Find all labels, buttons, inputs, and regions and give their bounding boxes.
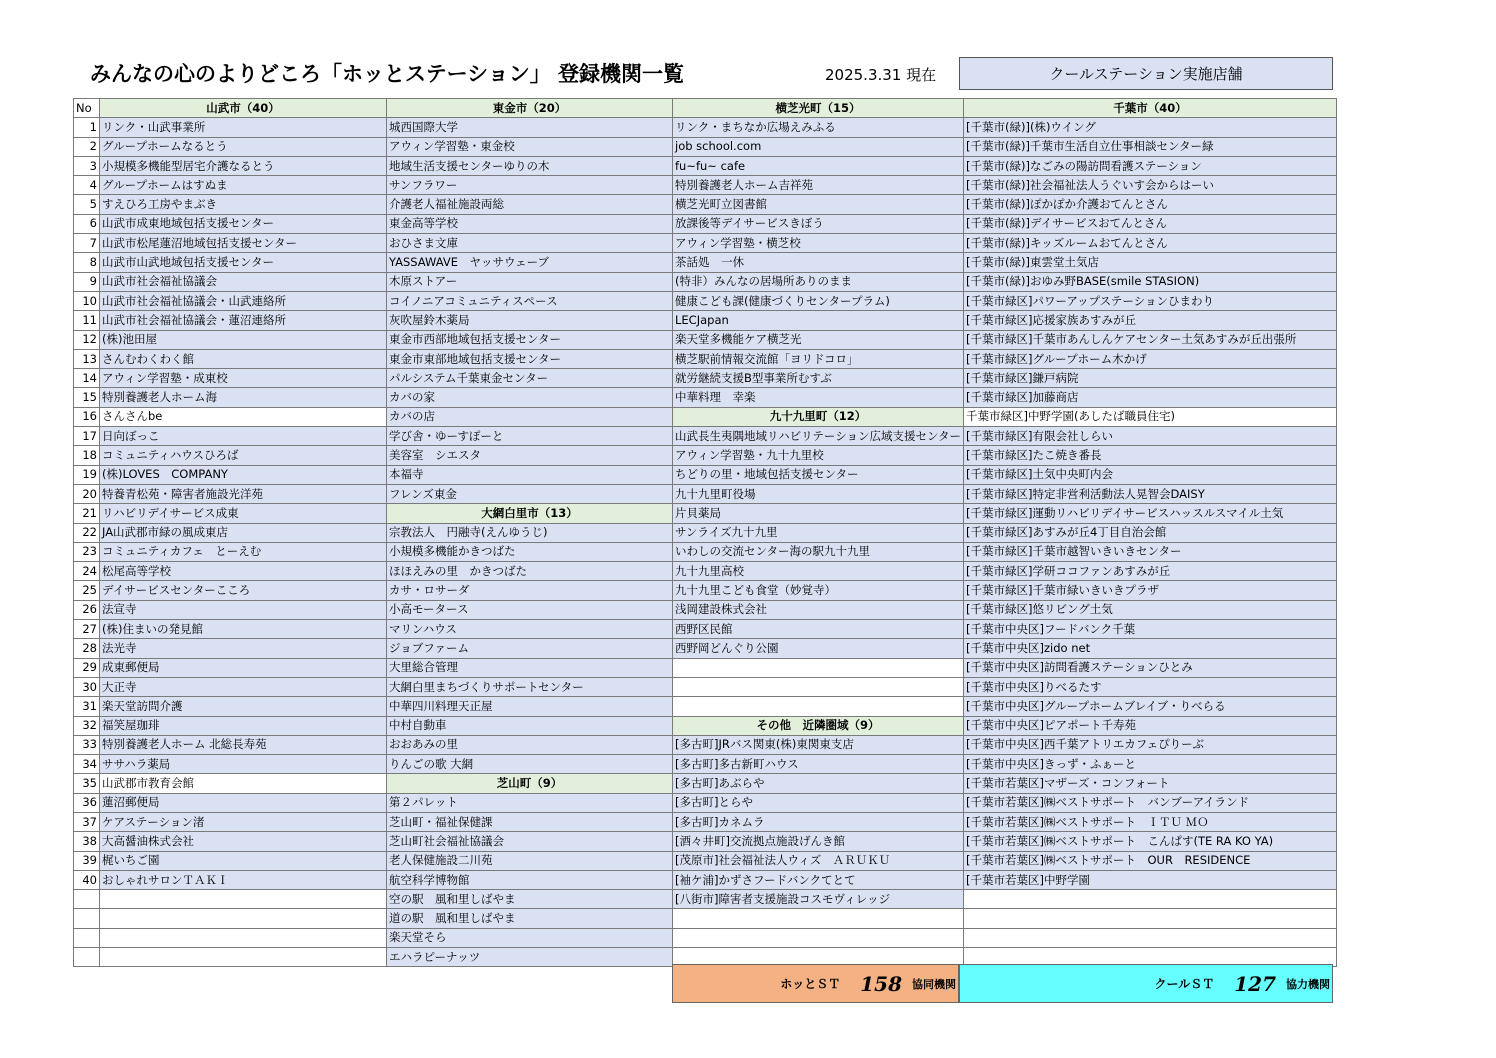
row-number: 17 — [74, 427, 100, 446]
chiba-cell: [千葉市中央区]きっず・ふぁーと — [964, 755, 1337, 774]
table-row — [74, 176, 1337, 195]
table-row — [74, 214, 1337, 233]
chiba-cell: [千葉市若葉区]㈱ベストサポート バンブーアイランド — [964, 793, 1337, 812]
togane-cell: 東金市東部地域包括支援センター — [387, 349, 673, 368]
chiba-cell: [千葉市緑区]あすみが丘4丁目自治会館 — [964, 523, 1337, 542]
togane-cell: 第２パレット — [387, 793, 673, 812]
row-number: 40 — [74, 870, 100, 889]
sanmu-cell: 蓮沼郵便局 — [100, 793, 387, 812]
yokoshiba-cell: アウィン学習塾・横芝校 — [673, 234, 964, 253]
togane-cell: 介護老人福祉施設両総 — [387, 195, 673, 214]
row-number — [74, 928, 100, 947]
table-row — [74, 581, 1337, 600]
sanmu-cell: 山武市社会福祉協議会・蓮沼連絡所 — [100, 311, 387, 330]
sanmu-cell: コミュニティハウスひろば — [100, 446, 387, 465]
sanmu-cell: 梶いちご園 — [100, 851, 387, 870]
yokoshiba-cell: fu~fu~ cafe — [673, 156, 964, 175]
row-number: 15 — [74, 388, 100, 407]
yokoshiba-cell: リンク・まちなか広場えみふる — [673, 118, 964, 137]
table-row — [74, 658, 1337, 677]
yokoshiba-cell — [673, 658, 964, 677]
togane-cell: 中華四川料理天正屋 — [387, 697, 673, 716]
yokoshiba-cell: ちどりの里・地域包括支援センター — [673, 465, 964, 484]
table-row — [74, 504, 1337, 523]
yokoshiba-cell — [673, 697, 964, 716]
yokoshiba-cell — [673, 928, 964, 947]
sanmu-cell: 特別養護老人ホーム海 — [100, 388, 387, 407]
sanmu-cell: さんむわくわく館 — [100, 349, 387, 368]
row-number — [74, 890, 100, 909]
cool-station-total — [959, 964, 1333, 1003]
sanmu-cell: グループホームはすぬま — [100, 176, 387, 195]
row-number: 19 — [74, 465, 100, 484]
chiba-cell: [千葉市緑区]たこ焼き番長 — [964, 446, 1337, 465]
yokoshiba-cell: 健康こども課(健康づくりセンタープラム) — [673, 291, 964, 310]
table-row — [74, 716, 1337, 735]
togane-cell: 本福寺 — [387, 465, 673, 484]
row-number: 22 — [74, 523, 100, 542]
sanmu-cell: 山武市山武地域包括支援センター — [100, 253, 387, 272]
sanmu-cell: JA山武郡市緑の風成東店 — [100, 523, 387, 542]
sanmu-cell: 小規模多機能型居宅介護なるとう — [100, 156, 387, 175]
table-row — [74, 407, 1337, 426]
togane-cell: フレンズ東金 — [387, 484, 673, 503]
sanmu-cell — [100, 890, 387, 909]
togane-cell: 航空科学博物館 — [387, 870, 673, 889]
chiba-cell: [千葉市(緑)]キッズルームおてんとさん — [964, 234, 1337, 253]
yokoshiba-cell: job school.com — [673, 137, 964, 156]
togane-cell: 大網白里市（13） — [387, 504, 673, 523]
yokoshiba-cell: 茶話処 一休 — [673, 253, 964, 272]
sanmu-cell: 山武市松尾蓮沼地域包括支援センター — [100, 234, 387, 253]
sanmu-cell: 山武市社会福祉協議会・山武連絡所 — [100, 291, 387, 310]
table-row — [74, 118, 1337, 137]
chiba-cell: [千葉市緑区]運動リハビリデイサービスハッスルスマイル土気 — [964, 504, 1337, 523]
togane-cell: 城西国際大学 — [387, 118, 673, 137]
table-row — [74, 465, 1337, 484]
yokoshiba-cell: 西野区民館 — [673, 620, 964, 639]
chiba-cell: [千葉市若葉区]㈱ベストサポート OUR RESIDENCE — [964, 851, 1337, 870]
chiba-cell — [964, 928, 1337, 947]
chiba-cell: [千葉市緑区]有限会社しらい — [964, 427, 1337, 446]
table-row — [74, 291, 1337, 310]
table-row — [74, 369, 1337, 388]
chiba-cell: [千葉市(緑)]なごみの陽訪問看護ステーション — [964, 156, 1337, 175]
togane-cell: 美容室 シエスタ — [387, 446, 673, 465]
togane-cell: 木原ストアー — [387, 272, 673, 291]
togane-cell: サンフラワー — [387, 176, 673, 195]
table-row — [74, 928, 1337, 947]
table-row — [74, 484, 1337, 503]
chiba-cell: [千葉市緑区]千葉市あんしんケアセンター土気あすみが丘出張所 — [964, 330, 1337, 349]
sanmu-cell: 法宣寺 — [100, 600, 387, 619]
table-row — [74, 774, 1337, 793]
yokoshiba-cell: 九十九里高校 — [673, 562, 964, 581]
table-row — [74, 542, 1337, 561]
row-number: 33 — [74, 735, 100, 754]
togane-cell: 芝山町・福祉保健課 — [387, 812, 673, 831]
row-number: 39 — [74, 851, 100, 870]
yokoshiba-cell: 片貝薬局 — [673, 504, 964, 523]
row-number: 35 — [74, 774, 100, 793]
chiba-cell: [千葉市中央区]フードバンク千葉 — [964, 620, 1337, 639]
togane-cell: おひさま文庫 — [387, 234, 673, 253]
togane-cell: コイノニアコミュニティスペース — [387, 291, 673, 310]
sanmu-cell: 松尾高等学校 — [100, 562, 387, 581]
chiba-cell: [千葉市(緑)]社会福祉法人うぐいす会からはーい — [964, 176, 1337, 195]
row-number: 38 — [74, 832, 100, 851]
chiba-cell: [千葉市緑区]鎌戸病院 — [964, 369, 1337, 388]
chiba-cell — [964, 890, 1337, 909]
table-row — [74, 677, 1337, 696]
yokoshiba-cell: [多古町]カネムラ — [673, 812, 964, 831]
chiba-cell: [千葉市若葉区]㈱ベストサポート ＩＴＵ ＭＯ — [964, 812, 1337, 831]
row-number: 18 — [74, 446, 100, 465]
togane-cell: 道の駅 風和里しばやま — [387, 909, 673, 928]
row-number: 29 — [74, 658, 100, 677]
chiba-cell: [千葉市緑区]学研ココファンあすみが丘 — [964, 562, 1337, 581]
row-number: 7 — [74, 234, 100, 253]
togane-cell: カバの家 — [387, 388, 673, 407]
table-row — [74, 388, 1337, 407]
row-number: 11 — [74, 311, 100, 330]
togane-cell: 東金市西部地域包括支援センター — [387, 330, 673, 349]
togane-cell: 老人保健施設二川苑 — [387, 851, 673, 870]
sanmu-cell: 成東郵便局 — [100, 658, 387, 677]
table-row — [74, 234, 1337, 253]
table-row — [74, 523, 1337, 542]
table-row — [74, 137, 1337, 156]
chiba-cell: [千葉市若葉区]中野学園 — [964, 870, 1337, 889]
yokoshiba-cell: [酒々井町]交流拠点施設げんき館 — [673, 832, 964, 851]
row-number: 28 — [74, 639, 100, 658]
yokoshiba-cell: 浅岡建設株式会社 — [673, 600, 964, 619]
row-number: 12 — [74, 330, 100, 349]
togane-cell: 空の駅 風和里しばやま — [387, 890, 673, 909]
row-number: 32 — [74, 716, 100, 735]
chiba-cell: [千葉市緑区]千葉市緑いきいきプラザ — [964, 581, 1337, 600]
row-number — [74, 948, 100, 967]
table-row — [74, 311, 1337, 330]
togane-cell: 東金高等学校 — [387, 214, 673, 233]
chiba-cell: [千葉市中央区]グループホームブレイブ・りべらる — [964, 697, 1337, 716]
yokoshiba-cell: [多古町]多古新町ハウス — [673, 755, 964, 774]
chiba-cell: [千葉市(緑)]おゆみ野BASE(smile STASION) — [964, 272, 1337, 291]
togane-cell: ジョブファーム — [387, 639, 673, 658]
sanmu-cell: 大高醤油株式会社 — [100, 832, 387, 851]
chiba-cell: [千葉市緑区]千葉市越智いきいきセンター — [964, 542, 1337, 561]
togane-cell: 灰吹屋鈴木薬局 — [387, 311, 673, 330]
cool-station-legend: クールステーション実施店舗 — [959, 57, 1333, 90]
row-number: 20 — [74, 484, 100, 503]
page-title: みんなの心のよりどころ「ホッとステーション」 登録機関一覧 — [90, 62, 685, 86]
table-row — [74, 253, 1337, 272]
registry-table — [73, 98, 1337, 967]
row-number: 5 — [74, 195, 100, 214]
table-row — [74, 195, 1337, 214]
header-row — [74, 99, 1337, 118]
sanmu-cell: 山武市社会福祉協議会 — [100, 272, 387, 291]
togane-cell: りんごの歌 大網 — [387, 755, 673, 774]
row-number: 16 — [74, 407, 100, 426]
sanmu-cell: 日向ぼっこ — [100, 427, 387, 446]
chiba-cell: 千葉市緑区]中野学園(あしたば職員住宅) — [964, 407, 1337, 426]
cool-total-suffix: 協力機関 — [1286, 977, 1330, 991]
yokoshiba-cell: LECJapan — [673, 311, 964, 330]
sanmu-cell — [100, 928, 387, 947]
sanmu-cell: (株)住まいの発見館 — [100, 620, 387, 639]
row-number: 3 — [74, 156, 100, 175]
togane-cell: 学び舎・ゆーすぽーと — [387, 427, 673, 446]
chiba-cell: [千葉市緑区]悠リビング土気 — [964, 600, 1337, 619]
chiba-cell: [千葉市緑区]特定非営利活動法人晃智会DAISY — [964, 484, 1337, 503]
row-number: 13 — [74, 349, 100, 368]
yokoshiba-cell — [673, 909, 964, 928]
togane-cell: カバの店 — [387, 407, 673, 426]
table-row — [74, 890, 1337, 909]
sanmu-cell: 楽天堂訪問介護 — [100, 697, 387, 716]
sanmu-cell: すえひろ工房やまぶき — [100, 195, 387, 214]
yokoshiba-cell: サンライズ九十九里 — [673, 523, 964, 542]
sanmu-cell: (株)LOVES COMPANY — [100, 465, 387, 484]
row-number: 24 — [74, 562, 100, 581]
table-row — [74, 600, 1337, 619]
yokoshiba-cell: [八街市]障害者支援施設コスモヴィレッジ — [673, 890, 964, 909]
table-row — [74, 755, 1337, 774]
row-number: 6 — [74, 214, 100, 233]
table-row — [74, 697, 1337, 716]
yokoshiba-cell: 就労継続支援B型事業所むすぶ — [673, 369, 964, 388]
header-sanmu: 山武市（40） — [100, 99, 387, 118]
chiba-cell: [千葉市(緑)]ぽかぽか介護おてんとさん — [964, 195, 1337, 214]
yokoshiba-cell: 横芝駅前情報交流館「ヨリドコロ」 — [673, 349, 964, 368]
yokoshiba-cell: 放課後等デイサービスきぼう — [673, 214, 964, 233]
row-number: 8 — [74, 253, 100, 272]
table-row — [74, 735, 1337, 754]
row-number: 1 — [74, 118, 100, 137]
chiba-cell: [千葉市(緑)]東雲堂土気店 — [964, 253, 1337, 272]
yokoshiba-cell: [茂原市]社会福祉法人ウィズ ＡＲＵＫＵ — [673, 851, 964, 870]
row-number: 37 — [74, 812, 100, 831]
yokoshiba-cell: 九十九里町（12） — [673, 407, 964, 426]
chiba-cell: [千葉市(緑)]千葉市生活自立仕事相談センター緑 — [964, 137, 1337, 156]
table-row — [74, 909, 1337, 928]
yokoshiba-cell: 中華料理 幸楽 — [673, 388, 964, 407]
sanmu-cell: (株)池田屋 — [100, 330, 387, 349]
row-number: 31 — [74, 697, 100, 716]
table-row — [74, 870, 1337, 889]
row-number — [74, 909, 100, 928]
yokoshiba-cell: 楽天堂多機能ケア横芝光 — [673, 330, 964, 349]
yokoshiba-cell — [673, 677, 964, 696]
header-yokoshibahikari: 横芝光町（15） — [673, 99, 964, 118]
sanmu-cell: リンク・山武事業所 — [100, 118, 387, 137]
header-no: No — [74, 99, 100, 118]
row-number: 26 — [74, 600, 100, 619]
yokoshiba-cell: いわしの交流センター海の駅九十九里 — [673, 542, 964, 561]
sanmu-cell — [100, 909, 387, 928]
yokoshiba-cell: [袖ケ浦]かずさフードバンクてとて — [673, 870, 964, 889]
row-number: 14 — [74, 369, 100, 388]
sanmu-cell: コミュニティカフェ とーえむ — [100, 542, 387, 561]
table-row — [74, 330, 1337, 349]
chiba-cell: [千葉市中央区]訪問看護ステーションひとみ — [964, 658, 1337, 677]
chiba-cell: [千葉市中央区]りべるたす — [964, 677, 1337, 696]
table-row — [74, 793, 1337, 812]
yokoshiba-cell: [多古町]JRバス関東(株)東関東支店 — [673, 735, 964, 754]
table-row — [74, 620, 1337, 639]
yokoshiba-cell: [多古町]とらや — [673, 793, 964, 812]
sanmu-cell: 特別養護老人ホーム 北総長寿苑 — [100, 735, 387, 754]
hot-total-count: 158 — [860, 971, 902, 996]
sanmu-cell: ササハラ薬局 — [100, 755, 387, 774]
table-row — [74, 562, 1337, 581]
togane-cell: アウィン学習塾・東金校 — [387, 137, 673, 156]
chiba-cell: [千葉市中央区]zido net — [964, 639, 1337, 658]
cool-total-label: クールＳＴ — [1154, 977, 1215, 991]
togane-cell: 楽天堂そら — [387, 928, 673, 947]
sanmu-cell: リハビリデイサービス成東 — [100, 504, 387, 523]
togane-cell: 芝山町（9） — [387, 774, 673, 793]
togane-cell: 地域生活支援センターゆりの木 — [387, 156, 673, 175]
yokoshiba-cell: 九十九里こども食堂（妙覚寺） — [673, 581, 964, 600]
cool-total-count: 127 — [1234, 971, 1276, 996]
sanmu-cell: 福笑屋珈琲 — [100, 716, 387, 735]
togane-cell: カサ・ロサーダ — [387, 581, 673, 600]
sanmu-cell: さんさんbe — [100, 407, 387, 426]
table-row — [74, 427, 1337, 446]
togane-cell: マリンハウス — [387, 620, 673, 639]
togane-cell: YASSAWAVE ヤッサウェーブ — [387, 253, 673, 272]
row-number: 36 — [74, 793, 100, 812]
table-row — [74, 156, 1337, 175]
chiba-cell: [千葉市若葉区]㈱ベストサポート こんぱす(TE RA KO YA) — [964, 832, 1337, 851]
togane-cell: 小高モータース — [387, 600, 673, 619]
yokoshiba-cell: [多古町]あぶらや — [673, 774, 964, 793]
chiba-cell: [千葉市(緑)](株)ウイング — [964, 118, 1337, 137]
togane-cell: 宗教法人 円融寺(えんゆうじ) — [387, 523, 673, 542]
row-number: 9 — [74, 272, 100, 291]
chiba-cell: [千葉市緑区]土気中央町内会 — [964, 465, 1337, 484]
row-number: 25 — [74, 581, 100, 600]
togane-cell: エハラピーナッツ — [387, 948, 673, 967]
togane-cell: おおあみの里 — [387, 735, 673, 754]
yokoshiba-cell: (特非）みんなの居場所ありのまま — [673, 272, 964, 291]
togane-cell: パルシステム千葉東金センター — [387, 369, 673, 388]
row-number: 34 — [74, 755, 100, 774]
sanmu-cell: グループホームなるとう — [100, 137, 387, 156]
table-row — [74, 349, 1337, 368]
sanmu-cell: 山武郡市教育会館 — [100, 774, 387, 793]
hot-total-label: ホッとＳＴ — [780, 977, 841, 991]
chiba-cell — [964, 909, 1337, 928]
table-row — [74, 272, 1337, 291]
sanmu-cell: デイサービスセンターこころ — [100, 581, 387, 600]
sanmu-cell: 大正寺 — [100, 677, 387, 696]
chiba-cell: [千葉市若葉区]マザーズ・コンフォート — [964, 774, 1337, 793]
row-number: 4 — [74, 176, 100, 195]
yokoshiba-cell: その他 近隣圏域（9） — [673, 716, 964, 735]
chiba-cell: [千葉市中央区]ピアポート千寿苑 — [964, 716, 1337, 735]
togane-cell: 大里総合管理 — [387, 658, 673, 677]
row-number: 23 — [74, 542, 100, 561]
chiba-cell: [千葉市中央区]西千葉アトリエカフェぴりーぶ — [964, 735, 1337, 754]
chiba-cell: [千葉市緑区]加藤商店 — [964, 388, 1337, 407]
row-number: 21 — [74, 504, 100, 523]
yokoshiba-cell: 九十九里町役場 — [673, 484, 964, 503]
togane-cell: 中村自動車 — [387, 716, 673, 735]
yokoshiba-cell: 特別養護老人ホーム吉祥苑 — [673, 176, 964, 195]
sanmu-cell: 山武市成東地域包括支援センター — [100, 214, 387, 233]
row-number: 2 — [74, 137, 100, 156]
table-row — [74, 851, 1337, 870]
togane-cell: 大網白里まちづくりサポートセンター — [387, 677, 673, 696]
table-row — [74, 639, 1337, 658]
hot-station-total — [672, 964, 959, 1003]
yokoshiba-cell: アウィン学習塾・九十九里校 — [673, 446, 964, 465]
togane-cell: 芝山町社会福祉協議会 — [387, 832, 673, 851]
header-togane: 東金市（20） — [387, 99, 673, 118]
yokoshiba-cell: 西野岡どんぐり公園 — [673, 639, 964, 658]
yokoshiba-cell: 横芝光町立図書館 — [673, 195, 964, 214]
as-of-date: 2025.3.31 現在 — [825, 66, 937, 84]
hot-total-suffix: 協同機関 — [912, 977, 956, 991]
row-number: 10 — [74, 291, 100, 310]
chiba-cell: [千葉市緑区]パワーアップステーションひまわり — [964, 291, 1337, 310]
header-chiba: 千葉市（40） — [964, 99, 1337, 118]
yokoshiba-cell: 山武長生夷隅地域リハビリテーション広域支援センター — [673, 427, 964, 446]
sanmu-cell: ケアステーション渚 — [100, 812, 387, 831]
row-number: 27 — [74, 620, 100, 639]
chiba-cell: [千葉市緑区]応援家族あすみが丘 — [964, 311, 1337, 330]
sanmu-cell — [100, 948, 387, 967]
chiba-cell: [千葉市(緑)]デイサービスおてんとさん — [964, 214, 1337, 233]
sanmu-cell: 特養青松苑・障害者施設光洋苑 — [100, 484, 387, 503]
sanmu-cell: 法光寺 — [100, 639, 387, 658]
togane-cell: ほほえみの里 かきつばた — [387, 562, 673, 581]
table-row — [74, 812, 1337, 831]
sanmu-cell: おしゃれサロンＴＡＫＩ — [100, 870, 387, 889]
chiba-cell: [千葉市緑区]グループホーム木かげ — [964, 349, 1337, 368]
table-row — [74, 446, 1337, 465]
togane-cell: 小規模多機能かきつばた — [387, 542, 673, 561]
row-number: 30 — [74, 677, 100, 696]
sanmu-cell: アウィン学習塾・成東校 — [100, 369, 387, 388]
table-row — [74, 832, 1337, 851]
